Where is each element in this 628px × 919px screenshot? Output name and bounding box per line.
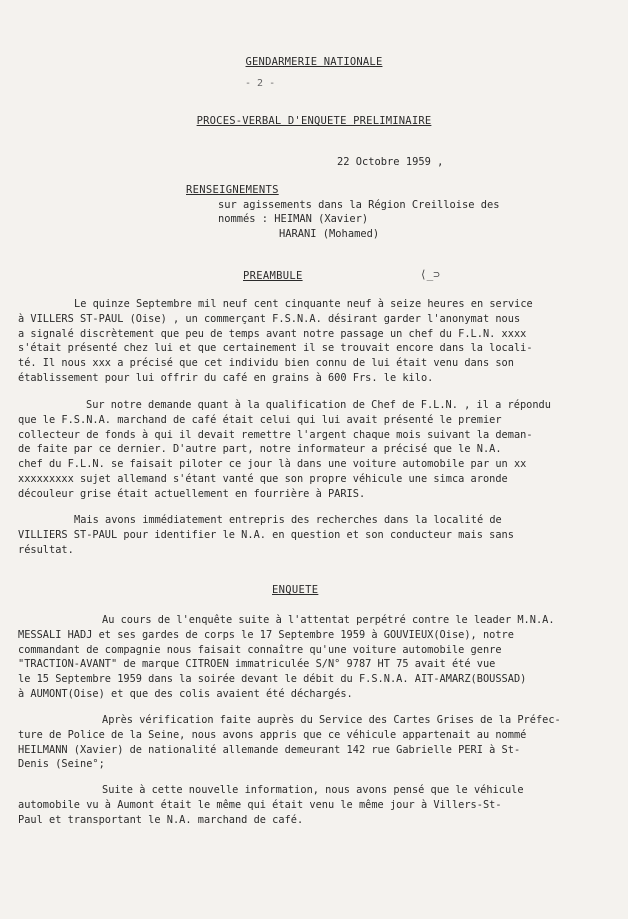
org-title: GENDARMERIE NATIONALE [245,56,383,68]
text-line: té. Il nous xxx a précisé que cet individu bien connu de lui était venu dans son [18,357,514,370]
text-line: que le F.S.N.A. marchand de café était celui qui lui avait présenté le premier [18,413,502,426]
text-line: commandant de compagnie nous faisait connaître qu'une voiture automobile genre [18,643,502,656]
document-date: 22 Octobre 1959 , [337,156,444,168]
enquete-heading: ENQUETE [272,584,319,596]
preambule-paragraph-2 [18,398,616,502]
renseignements-line-3: HARANI (Mohamed) [279,228,380,240]
text-line: MESSALI HADJ et ses gardes de corps le 17 Septembre 1959 à GOUVIEUX(Oise), notre [18,628,514,641]
text-line: s'était présenté chez lui et que certainement il se trouvait encore dans la locali- [18,342,533,355]
renseignements-line-1: sur agissements dans la Région Creilloise des [218,199,500,211]
text-line: Après vérification faite auprès du Service des Cartes Grises de la Préfec- [102,714,561,726]
text-line: collecteur de fonds à qui il devait remettre l'argent chaque mois suivant la deman- [18,428,533,441]
text-line: chef du F.L.N. se faisait piloter ce jour là dans une voiture automobile par un xx [18,458,527,471]
text-line: à VILLERS ST-PAUL (Oise) , un commerçant F.S.N.A. désirant garder l'anonymat nous [18,312,521,325]
text-line: Au cours de l'enquête suite à l'attentat perpétré contre le leader M.N.A. [102,614,555,626]
text-line: Paul et transportant le N.A. marchand de café. [18,813,304,826]
text-line: le 15 Septembre 1959 dans la soirée devant le débit du F.S.N.A. AIT-AMARZ(BOUSSAD) [18,673,527,686]
text-line: VILLIERS ST-PAUL pour identifier le N.A. en question et son conducteur mais sans [18,528,514,541]
enquete-paragraph-3 [18,783,616,827]
text-line: résultat. [18,543,74,556]
text-line: "TRACTION-AVANT" de marque CITROEN immatriculée S/N° 9787 HT 75 avait été vue [18,658,496,671]
renseignements-line-2: nommés : HEIMAN (Xavier) [218,213,369,225]
text-line: découleur grise était actuellement en fourrière à PARIS. [18,487,366,500]
document-title: PROCES-VERBAL D'ENQUETE PRELIMINAIRE [196,115,432,127]
text-line: à AUMONT(Oise) et que des colis avaient été déchargés. [18,687,353,700]
text-line: Sur notre demande quant à la qualification de Chef de F.L.N. , il a répondu [86,399,551,411]
preambule-heading: PREAMBULE [243,270,303,282]
text-line: Denis (Seine°; [18,758,105,771]
text-line: de faite par ce dernier. D'autre part, notre informateur a précisé que le N.A. [18,443,502,456]
text-line: Suite à cette nouvelle information, nous avons pensé que le véhicule [102,784,524,796]
text-line: automobile vu à Aumont était le même qui était venu le même jour à Villers-St- [18,798,502,811]
preambule-paragraph-1 [18,297,616,386]
text-line: ture de Police de la Seine, nous avons appris que ce véhicule appartenait au nommé [18,728,527,741]
preambule-paragraph-3 [18,513,616,557]
text-line: HEILMANN (Xavier) de nationalité allemande demeurant 142 rue Gabrielle PERI à St- [18,743,521,756]
text-line: établissement pour lui offrir du café en grains à 600 Frs. le kilo. [18,371,434,384]
text-line: Mais avons immédiatement entrepris des recherches dans la localité de [74,514,502,526]
text-line: xxxxxxxxx sujet allemand s'étant vanté que son propre véhicule une simca aronde [18,472,508,485]
enquete-paragraph-2 [18,713,616,772]
text-line: Le quinze Septembre mil neuf cent cinquante neuf à seize heures en service [74,298,533,310]
renseignements-heading: RENSEIGNEMENTS [186,184,279,196]
enquete-paragraph-1 [18,613,616,702]
handwritten-mark: ⟨_⊃ [420,268,440,281]
page-separator: - 2 - [245,78,276,89]
text-line: a signalé discrètement que peu de temps avant notre passage un chef du F.L.N. xxxx [18,327,527,340]
